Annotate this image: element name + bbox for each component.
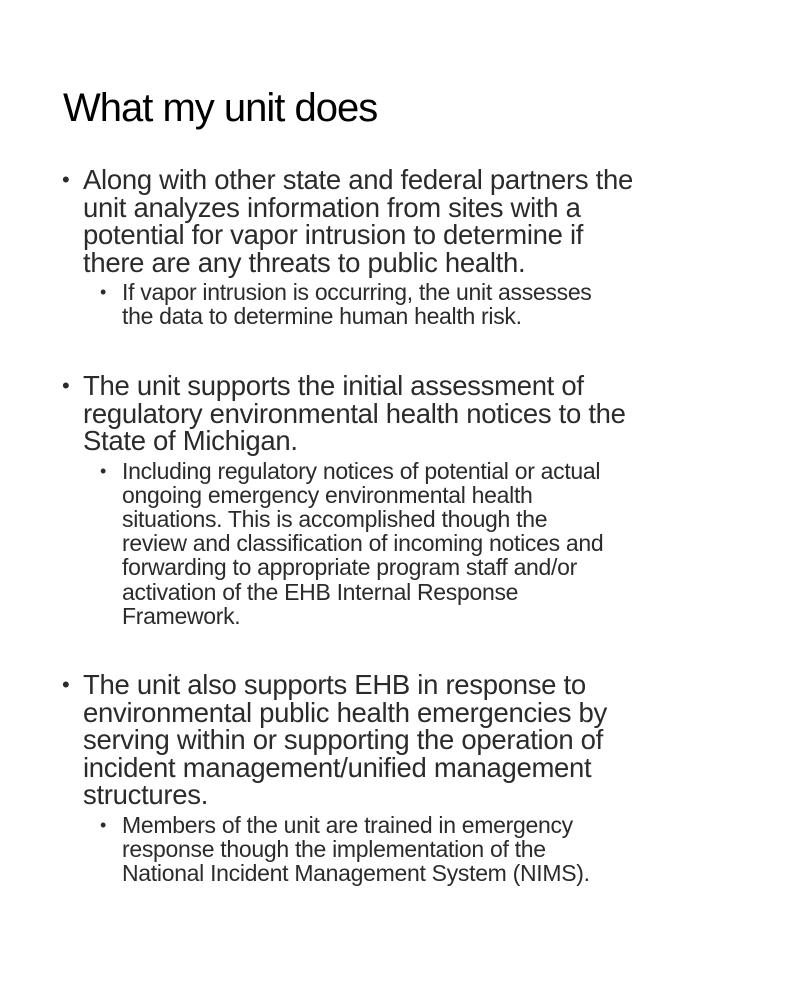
sub-bullet-item xyxy=(0,459,800,628)
bullet-text-line: structures. xyxy=(83,779,209,810)
bullet-text-line: unit analyzes information from sites with a xyxy=(83,191,581,223)
sub-bullet-item xyxy=(0,813,800,886)
sub-bullet-text-line: ongoing emergency environmental health xyxy=(122,481,533,508)
bullet-text-line: The unit supports the initial assessment of xyxy=(83,370,584,401)
bullet-item xyxy=(0,372,800,455)
sub-bullet-item xyxy=(0,280,800,328)
slide-title: What my unit does xyxy=(63,86,378,130)
bullet-text-line: State of Michigan. xyxy=(83,425,298,456)
bullet-icon: • xyxy=(62,672,70,697)
sub-bullet-text-line: National Incident Management System (NIMS). xyxy=(122,859,590,886)
sub-bullet-icon: • xyxy=(100,814,107,835)
bullet-icon: • xyxy=(62,373,70,398)
sub-bullet-text-line: Including regulatory notices of potential or actual xyxy=(122,457,601,484)
sub-bullet-text-line: activation of the EHB Internal Response xyxy=(122,578,519,605)
sub-bullet-text-line: situations. This is accomplished though the xyxy=(122,505,548,532)
bullet-block-3 xyxy=(0,671,800,885)
sub-bullet-icon: • xyxy=(100,460,107,481)
sub-bullet-text-line: Framework. xyxy=(122,602,241,629)
bullet-icon: • xyxy=(62,167,70,192)
bullet-text-line: environmental public health emergencies by xyxy=(83,696,607,728)
bullet-item xyxy=(0,166,800,276)
bullet-text-line: regulatory environmental health notices to the xyxy=(83,397,626,429)
bullet-text-line: there are any threats to public health. xyxy=(83,246,526,278)
bullet-text-line: incident management/unified management xyxy=(83,751,592,783)
bullet-item xyxy=(0,671,800,809)
sub-bullet-text-line: the data to determine human health risk. xyxy=(122,303,522,330)
bullet-text-line: Along with other state and federal partners the xyxy=(83,164,633,195)
sub-bullet-text-line: If vapor intrusion is occurring, the unit assesses xyxy=(122,279,592,305)
bullet-block-2 xyxy=(0,372,800,628)
bullet-text-line: potential for vapor intrusion to determine if xyxy=(83,219,584,250)
bullet-text-line: The unit also supports EHB in response to xyxy=(83,669,586,700)
bullet-text-line: serving within or supporting the operation of xyxy=(83,724,604,755)
bullet-block-1 xyxy=(0,166,800,328)
sub-bullet-text-line: review and classification of incoming notices and xyxy=(122,530,604,557)
sub-bullet-text-line: Members of the unit are trained in emergency xyxy=(122,811,573,838)
sub-bullet-text-line: response though the implementation of the xyxy=(122,835,546,862)
sub-bullet-text-line: forwarding to appropriate program staff and/or xyxy=(122,554,577,581)
sub-bullet-icon: • xyxy=(100,282,107,302)
